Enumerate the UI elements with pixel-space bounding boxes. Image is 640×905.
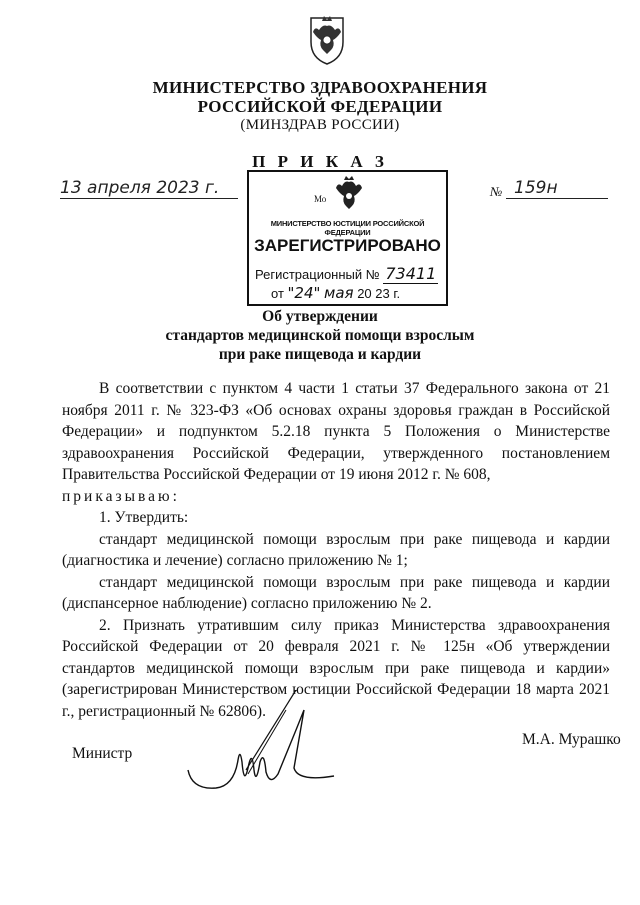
stamp-reg-number-value: 73411 [385,264,437,283]
stamp-from-month: мая [324,284,354,302]
stamp-from-label: от [271,286,284,301]
order-number: 159н [514,178,558,198]
item-1a: стандарт медицинской помощи взрослым при раке пищевода и кардии (диагностика и лечение) согласно приложению № 1; [62,530,610,569]
number-underline [506,198,608,199]
ministry-name-line2: РОССИЙСКОЙ ФЕДЕРАЦИИ [197,97,443,116]
registration-stamp [247,170,448,306]
handwritten-signature [186,690,336,810]
preamble-paragraph: В соответствии с пунктом 4 части 1 статьи 37 Федерального закона от 21 ноября 2011 г. № 323-ФЗ «Об основах охраны здоровья граждан в Российской Федерации» и подпунктом 5.2.18 пункта 5 Положения о Министерстве здравоохранения Российской Федерации, утвержденного постановлением Правительства Российской Федерации от 19 июня 2012 г. № 608, [62,380,610,483]
ministry-name-line1: МИНИСТЕРСТВО ЗДРАВООХРАНЕНИЯ [152,78,488,97]
order-date: 13 апреля 2023 г. [60,178,220,198]
subject-line3: при раке пищевода и кардии [218,346,422,363]
ministry-short-name: (МИНЗДРАВ РОССИИ) [240,117,400,133]
order-body [62,378,610,722]
stamp-ministry-of-justice: МИНИСТЕРСТВО ЮСТИЦИИ РОССИЙСКОЙ ФЕДЕРАЦИИ [270,219,425,237]
stamp-date-row [271,284,400,302]
coat-of-arms-emblem [305,12,349,66]
item-1: 1. Утвердить: [99,509,189,526]
stamp-from-year: 20 23 г. [357,286,401,301]
subject-line2: стандартов медицинской помощи взрослым [165,327,475,344]
order-subject [0,307,640,364]
order-title: П Р И К А З [252,152,388,171]
order-number-label: № [490,184,503,199]
minister-name: М.А. Мурашко [522,731,621,748]
item-2: 2. Признать утратившим силу приказ Министерства здравоохранения Российской Федерации от 20 февраля 2021 г. № 125н «Об утверждении стандартов медицинской помощи взрослым при раке пищевода и кардии» (зарегистрирован Министерством юстиции Российской Федерации 18 марта 2021 г., регистрационный № 62806). [62,616,610,720]
date-underline [60,198,238,199]
item-1b: стандарт медицинской помощи взрослым при раке пищевода и кардии (диспансерное наблюдение) согласно приложению № 2. [62,573,610,612]
subject-line1: Об утверждении [262,308,378,325]
orders-word: приказываю: [62,487,180,505]
minister-title: Министр [72,745,133,762]
stamp-reg-number-row [255,264,438,283]
stamp-from-day: "24" [287,284,321,302]
stamp-emblem-icon [333,176,365,212]
stamp-registered: ЗАРЕГИСТРИРОВАНО [254,236,441,255]
stamp-reg-number-label: Регистрационный № [255,267,380,282]
stamp-city: Мо [314,194,327,204]
ministry-header [0,78,640,135]
